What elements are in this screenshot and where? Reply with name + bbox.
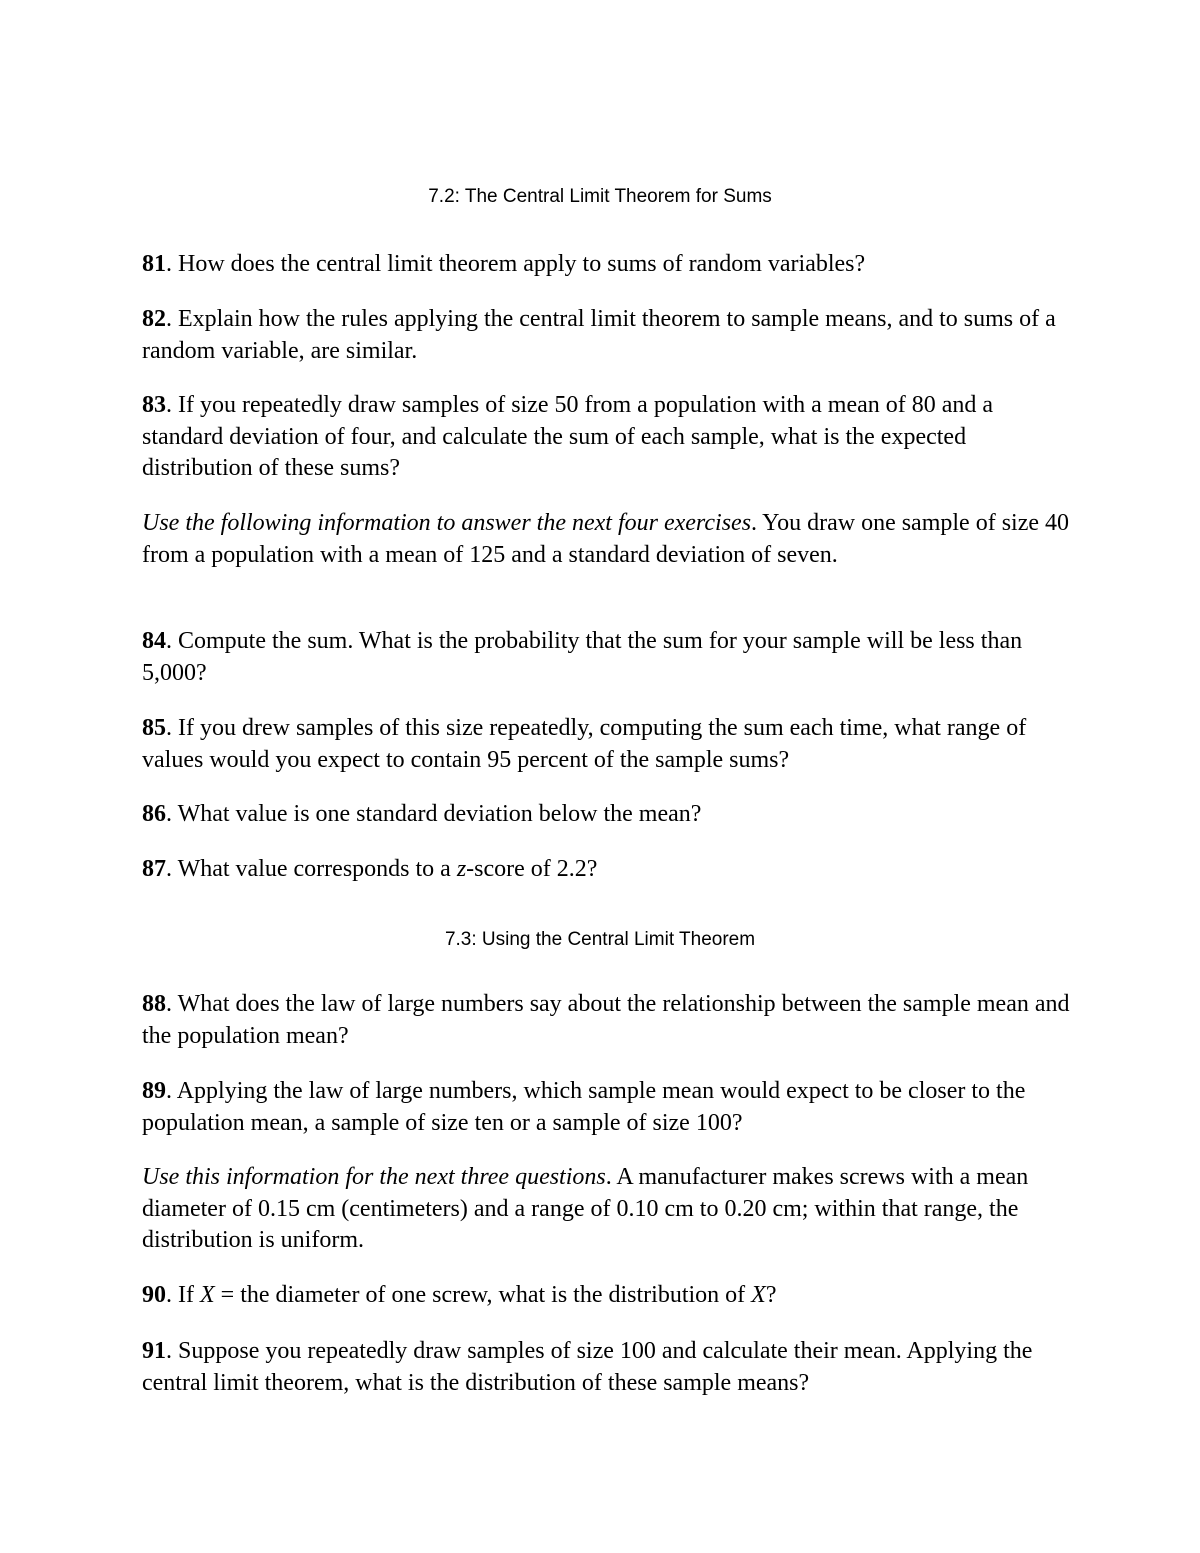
punctuation: . — [166, 856, 178, 882]
punctuation: . — [166, 251, 178, 277]
info-text: A manufacturer makes screws with a mean diameter of 0.15 cm (centimeters) and a range of 0.10 cm to 0.20 cm; within that range, the distribution is uniform. — [142, 1164, 1029, 1253]
punctuation: . — [166, 715, 178, 741]
question-number: 84 — [142, 628, 166, 654]
question-number: 81 — [142, 251, 166, 277]
punctuation: . — [166, 991, 178, 1017]
question-number: 88 — [142, 991, 166, 1017]
question-88 — [142, 989, 1072, 1052]
question-90 — [142, 1280, 1072, 1312]
question-text-tail: -score of 2.2? — [466, 856, 598, 882]
info-block — [142, 1162, 1072, 1257]
question-number: 83 — [142, 392, 166, 418]
question-87 — [142, 854, 1072, 886]
question-82 — [142, 304, 1072, 367]
info-block — [142, 508, 1072, 571]
variable-x: X — [199, 1282, 215, 1308]
variable-z: z — [456, 856, 467, 882]
question-text: How does the central limit theorem apply to sums of random variables? — [178, 251, 866, 277]
info-lead: Use the following information to answer the next four exercises — [142, 510, 752, 536]
question-text-tail: ? — [765, 1282, 777, 1308]
question-91 — [142, 1336, 1072, 1399]
question-89 — [142, 1076, 1072, 1139]
question-text: Compute the sum. What is the probability that the sum for your sample will be less than 5,000? — [142, 628, 1023, 686]
question-number: 90 — [142, 1282, 166, 1308]
punctuation: . — [166, 1282, 178, 1308]
question-number: 91 — [142, 1338, 166, 1364]
question-text-mid: = the diameter of one screw, what is the distribution of — [214, 1282, 752, 1308]
punctuation: . — [166, 1078, 177, 1104]
info-lead: Use this information for the next three questions — [142, 1164, 606, 1190]
question-text: What value is one standard deviation below the mean? — [177, 801, 702, 827]
punctuation: . — [166, 1338, 178, 1364]
punctuation: . — [166, 306, 178, 332]
variable-x: X — [751, 1282, 766, 1308]
question-text: What value corresponds to a — [177, 856, 457, 882]
question-86 — [142, 799, 1072, 831]
question-81 — [142, 249, 1072, 281]
question-text: Suppose you repeatedly draw samples of size 100 and calculate their mean. Applying the central limit theorem, what is the distribution of these sample means? — [142, 1338, 1033, 1396]
question-83 — [142, 390, 1072, 485]
punctuation: . — [751, 510, 763, 536]
question-number: 89 — [142, 1078, 166, 1104]
punctuation: . — [605, 1164, 617, 1190]
punctuation: . — [166, 801, 178, 827]
question-text: If — [178, 1282, 200, 1308]
question-84 — [142, 626, 1072, 689]
question-text: If you repeatedly draw samples of size 50 from a population with a mean of 80 and a standard deviation of four, and calculate the sum of each sample, what is the expected distribution of these sums? — [142, 392, 994, 481]
question-text: Explain how the rules applying the central limit theorem to sample means, and to sums of a random variable, are similar. — [142, 306, 1056, 364]
section-heading: 7.2: The Central Limit Theorem for Sums — [428, 186, 772, 207]
question-text: What does the law of large numbers say about the relationship between the sample mean and the population mean? — [142, 991, 1070, 1049]
question-number: 87 — [142, 856, 166, 882]
section-heading: 7.3: Using the Central Limit Theorem — [444, 929, 756, 950]
question-number: 86 — [142, 801, 166, 827]
punctuation: . — [166, 392, 178, 418]
question-text: If you drew samples of this size repeatedly, computing the sum each time, what range of values would you expect to contain 95 percent of the sample sums? — [142, 715, 1027, 773]
question-number: 85 — [142, 715, 166, 741]
question-text: Applying the law of large numbers, which sample mean would expect to be closer to the population mean, a sample of size ten or a sample of size 100? — [142, 1078, 1026, 1136]
question-85 — [142, 713, 1072, 776]
punctuation: . — [166, 628, 178, 654]
info-text: You draw one sample of size 40 from a population with a mean of 125 and a standard deviation of seven. — [142, 510, 1069, 568]
question-number: 82 — [142, 306, 166, 332]
